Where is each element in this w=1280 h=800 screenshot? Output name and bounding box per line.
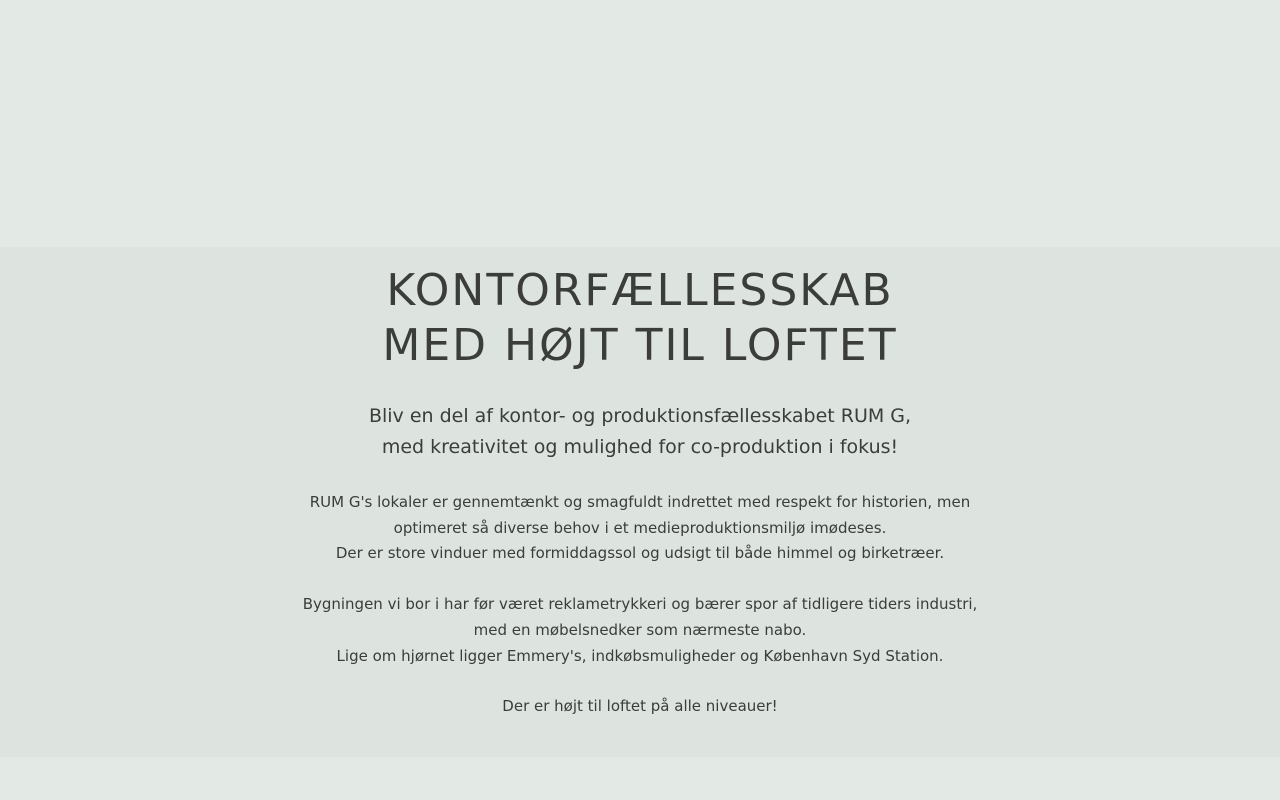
paragraph-building: [260, 592, 1020, 669]
paragraph-line: RUM G's lokaler er gennemtænkt og smagfuldt indrettet med respekt for historien, men: [309, 493, 971, 511]
paragraph-line: med en møbelsnedker som nærmeste nabo.: [473, 620, 807, 639]
intro-content: [260, 263, 1020, 720]
lead-line-1: Bliv en del af kontor- og produktionsfællesskabet RUM G,: [368, 405, 912, 427]
paragraph-line: Bygningen vi bor i har før været reklametrykkeri og bærer spor af tidligere tiders industri,: [302, 595, 978, 614]
lead-line-2: med kreativitet og mulighed for co-produktion i fokus!: [381, 436, 899, 458]
paragraph-line: optimeret så diverse behov i et medieproduktionsmiljø imødeses.: [393, 518, 887, 537]
page-headline: [260, 263, 1020, 373]
lead-text: [260, 401, 1020, 463]
paragraph-interior: [260, 490, 1020, 567]
intro-section: [0, 247, 1280, 757]
top-banner-area: [0, 0, 1280, 247]
paragraph-line: Der er store vinduer med formiddagssol og udsigt til både himmel og birketræer.: [335, 544, 945, 563]
headline-line-2: MED HØJT TIL LOFTET: [382, 320, 898, 371]
paragraph-closing: [260, 694, 1020, 720]
paragraph-line: Lige om hjørnet ligger Emmery's, indkøbsmuligheder og København Syd Station.: [336, 646, 944, 665]
footer-area: [0, 757, 1280, 800]
headline-line-1: KONTORFÆLLESSKAB: [386, 265, 894, 316]
paragraph-line: Der er højt til loftet på alle niveauer!: [502, 697, 778, 716]
